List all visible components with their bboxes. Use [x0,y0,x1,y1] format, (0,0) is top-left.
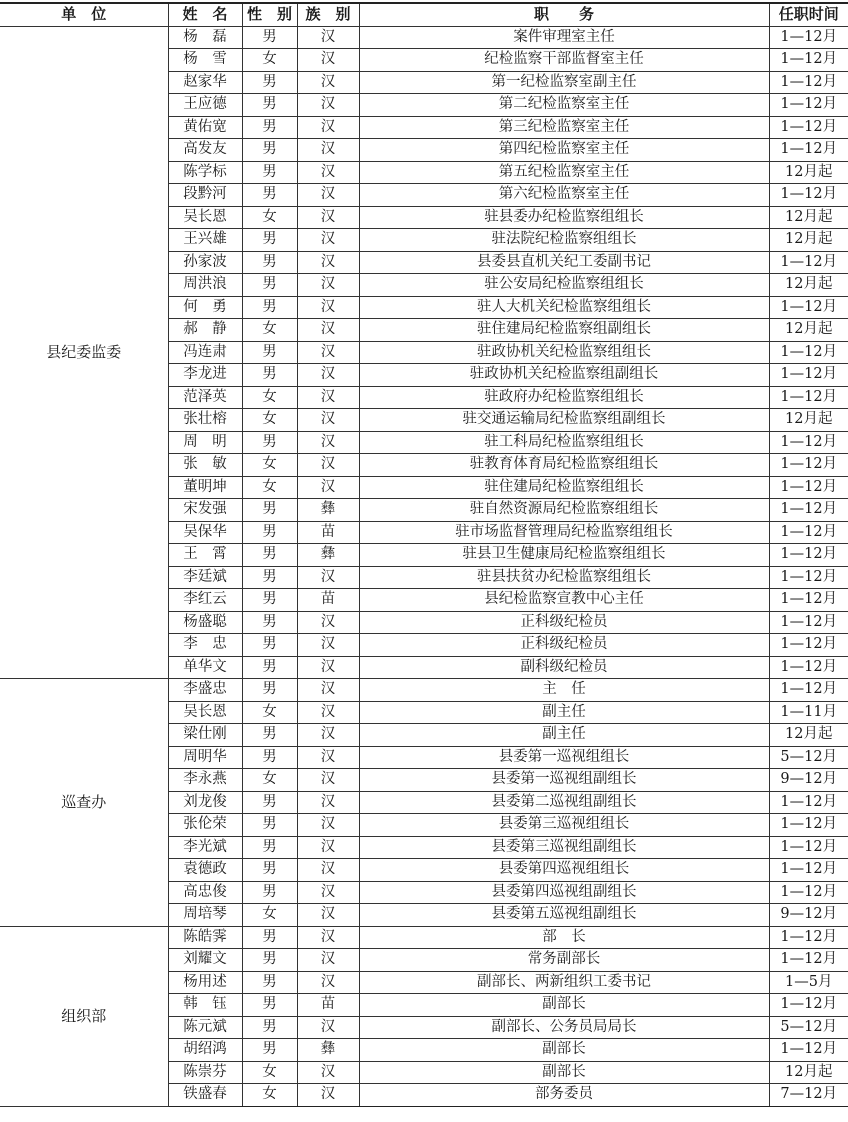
position-cell: 副部长、两新组织工委书记 [359,971,769,994]
person-name-cell: 陈崇芬 [168,1061,242,1084]
person-name-cell: 韩 钰 [168,994,242,1017]
gender-cell: 女 [242,319,297,342]
gender-cell: 男 [242,814,297,837]
gender-cell: 男 [242,611,297,634]
ethnicity-cell: 汉 [297,364,359,387]
position-cell: 驻自然资源局纪检监察组组长 [359,499,769,522]
gender-cell: 男 [242,431,297,454]
position-cell: 驻公安局纪检监察组组长 [359,274,769,297]
term-cell: 1—12月 [769,116,848,139]
ethnicity-cell: 彝 [297,499,359,522]
gender-cell: 女 [242,476,297,499]
term-cell: 1—12月 [769,431,848,454]
ethnicity-cell: 苗 [297,521,359,544]
position-cell: 县委第三巡视组组长 [359,814,769,837]
ethnicity-cell: 汉 [297,814,359,837]
ethnicity-cell: 汉 [297,386,359,409]
term-cell: 1—12月 [769,859,848,882]
gender-cell: 男 [242,139,297,162]
person-name-cell: 刘龙俊 [168,791,242,814]
person-name-cell: 吴长恩 [168,701,242,724]
gender-cell: 女 [242,904,297,927]
position-cell: 驻交通运输局纪检监察组副组长 [359,409,769,432]
term-cell: 9—12月 [769,904,848,927]
term-cell: 12月起 [769,161,848,184]
gender-cell: 男 [242,859,297,882]
gender-cell: 女 [242,454,297,477]
position-cell: 驻法院纪检监察组组长 [359,229,769,252]
person-name-cell: 张伦荣 [168,814,242,837]
ethnicity-cell: 汉 [297,49,359,72]
position-cell: 驻政府办纪检监察组组长 [359,386,769,409]
term-cell: 1—12月 [769,1039,848,1062]
gender-cell: 男 [242,274,297,297]
position-cell: 驻教育体育局纪检监察组组长 [359,454,769,477]
person-name-cell: 陈学标 [168,161,242,184]
ethnicity-cell: 汉 [297,746,359,769]
term-cell: 1—12月 [769,184,848,207]
person-name-cell: 黄佑宽 [168,116,242,139]
position-cell: 县委第四巡视组副组长 [359,881,769,904]
ethnicity-cell: 汉 [297,454,359,477]
person-name-cell: 王应德 [168,94,242,117]
person-name-cell: 铁盛春 [168,1084,242,1107]
person-name-cell: 张 敏 [168,454,242,477]
ethnicity-cell: 汉 [297,139,359,162]
gender-cell: 男 [242,544,297,567]
term-cell: 1—12月 [769,386,848,409]
header-term: 任职时间 [769,3,848,26]
person-name-cell: 李红云 [168,589,242,612]
person-name-cell: 赵家华 [168,71,242,94]
ethnicity-cell: 汉 [297,161,359,184]
table-body [0,26,848,1106]
gender-cell: 男 [242,341,297,364]
person-name-cell: 王兴雄 [168,229,242,252]
person-name-cell: 冯连肃 [168,341,242,364]
person-name-cell: 陈元斌 [168,1016,242,1039]
ethnicity-cell: 汉 [297,296,359,319]
person-name-cell: 李永燕 [168,769,242,792]
gender-cell: 男 [242,949,297,972]
table-row [0,679,848,702]
position-cell: 第五纪检监察室主任 [359,161,769,184]
ethnicity-cell: 汉 [297,701,359,724]
person-name-cell: 杨用述 [168,971,242,994]
position-cell: 驻县卫生健康局纪检监察组组长 [359,544,769,567]
term-cell: 5—12月 [769,746,848,769]
unit-cell: 组织部 [0,926,168,1106]
term-cell: 1—12月 [769,476,848,499]
gender-cell: 男 [242,364,297,387]
ethnicity-cell: 汉 [297,611,359,634]
position-cell: 驻政协机关纪检监察组组长 [359,341,769,364]
gender-cell: 男 [242,499,297,522]
term-cell: 7—12月 [769,1084,848,1107]
term-cell: 1—12月 [769,611,848,634]
gender-cell: 男 [242,229,297,252]
header-gender: 性 别 [242,3,297,26]
gender-cell: 男 [242,881,297,904]
term-cell: 12月起 [769,724,848,747]
ethnicity-cell: 汉 [297,724,359,747]
gender-cell: 女 [242,386,297,409]
gender-cell: 男 [242,566,297,589]
ethnicity-cell: 彝 [297,1039,359,1062]
header-position: 职 务 [359,3,769,26]
ethnicity-cell: 汉 [297,341,359,364]
position-cell: 驻人大机关纪检监察组组长 [359,296,769,319]
ethnicity-cell: 汉 [297,656,359,679]
gender-cell: 男 [242,26,297,49]
term-cell: 1—12月 [769,566,848,589]
gender-cell: 男 [242,926,297,949]
table-row [0,926,848,949]
person-name-cell: 张壮榕 [168,409,242,432]
person-name-cell: 梁仕刚 [168,724,242,747]
position-cell: 副部长 [359,994,769,1017]
term-cell: 1—12月 [769,634,848,657]
ethnicity-cell: 汉 [297,904,359,927]
gender-cell: 男 [242,656,297,679]
gender-cell: 男 [242,724,297,747]
person-name-cell: 胡绍鸿 [168,1039,242,1062]
ethnicity-cell: 汉 [297,1016,359,1039]
ethnicity-cell: 汉 [297,206,359,229]
term-cell: 1—5月 [769,971,848,994]
person-name-cell: 范泽英 [168,386,242,409]
gender-cell: 女 [242,409,297,432]
gender-cell: 男 [242,634,297,657]
term-cell: 1—12月 [769,679,848,702]
term-cell: 1—12月 [769,94,848,117]
unit-cell: 巡查办 [0,679,168,927]
ethnicity-cell: 汉 [297,184,359,207]
position-cell: 县委第四巡视组组长 [359,859,769,882]
position-cell: 驻工科局纪检监察组组长 [359,431,769,454]
term-cell: 9—12月 [769,769,848,792]
person-name-cell: 宋发强 [168,499,242,522]
position-cell: 驻县委办纪检监察组组长 [359,206,769,229]
ethnicity-cell: 汉 [297,409,359,432]
position-cell: 正科级纪检员 [359,634,769,657]
term-cell: 5—12月 [769,1016,848,1039]
ethnicity-cell: 汉 [297,859,359,882]
position-cell: 驻政协机关纪检监察组副组长 [359,364,769,387]
term-cell: 1—12月 [769,656,848,679]
person-name-cell: 李盛忠 [168,679,242,702]
person-name-cell: 刘耀文 [168,949,242,972]
ethnicity-cell: 汉 [297,971,359,994]
position-cell: 副主任 [359,724,769,747]
position-cell: 主 任 [359,679,769,702]
term-cell: 12月起 [769,206,848,229]
ethnicity-cell: 苗 [297,589,359,612]
term-cell: 1—12月 [769,251,848,274]
ethnicity-cell: 汉 [297,319,359,342]
position-cell: 驻市场监督管理局纪检监察组组长 [359,521,769,544]
person-name-cell: 董明坤 [168,476,242,499]
gender-cell: 男 [242,589,297,612]
gender-cell: 男 [242,971,297,994]
term-cell: 1—12月 [769,296,848,319]
person-name-cell: 周培琴 [168,904,242,927]
position-cell: 副主任 [359,701,769,724]
position-cell: 第一纪检监察室副主任 [359,71,769,94]
gender-cell: 男 [242,71,297,94]
gender-cell: 男 [242,791,297,814]
ethnicity-cell: 汉 [297,634,359,657]
position-cell: 第二纪检监察室主任 [359,94,769,117]
position-cell: 县纪检监察宣教中心主任 [359,589,769,612]
position-cell: 副科级纪检员 [359,656,769,679]
position-cell: 第四纪检监察室主任 [359,139,769,162]
person-name-cell: 吴长恩 [168,206,242,229]
person-name-cell: 孙家波 [168,251,242,274]
ethnicity-cell: 汉 [297,949,359,972]
position-cell: 县委第一巡视组副组长 [359,769,769,792]
ethnicity-cell: 汉 [297,679,359,702]
gender-cell: 女 [242,701,297,724]
gender-cell: 女 [242,1084,297,1107]
ethnicity-cell: 苗 [297,994,359,1017]
gender-cell: 男 [242,521,297,544]
person-name-cell: 吴保华 [168,521,242,544]
position-cell: 副部长、公务员局局长 [359,1016,769,1039]
position-cell: 县委第二巡视组副组长 [359,791,769,814]
position-cell: 副部长 [359,1061,769,1084]
term-cell: 1—12月 [769,544,848,567]
person-name-cell: 李光斌 [168,836,242,859]
term-cell: 1—12月 [769,926,848,949]
gender-cell: 男 [242,746,297,769]
term-cell: 1—12月 [769,499,848,522]
person-name-cell: 李 忠 [168,634,242,657]
term-cell: 12月起 [769,409,848,432]
person-name-cell: 陈皓霁 [168,926,242,949]
person-name-cell: 李龙进 [168,364,242,387]
person-name-cell: 单华文 [168,656,242,679]
ethnicity-cell: 汉 [297,26,359,49]
ethnicity-cell: 汉 [297,791,359,814]
ethnicity-cell: 汉 [297,926,359,949]
ethnicity-cell: 汉 [297,881,359,904]
gender-cell: 男 [242,994,297,1017]
term-cell: 1—12月 [769,139,848,162]
person-name-cell: 杨 磊 [168,26,242,49]
gender-cell: 女 [242,206,297,229]
term-cell: 1—12月 [769,364,848,387]
term-cell: 1—12月 [769,836,848,859]
person-name-cell: 王 霄 [168,544,242,567]
ethnicity-cell: 汉 [297,769,359,792]
position-cell: 部务委员 [359,1084,769,1107]
position-cell: 正科级纪检员 [359,611,769,634]
term-cell: 1—12月 [769,26,848,49]
person-name-cell: 高发友 [168,139,242,162]
person-name-cell: 何 勇 [168,296,242,319]
position-cell: 第三纪检监察室主任 [359,116,769,139]
ethnicity-cell: 汉 [297,1061,359,1084]
ethnicity-cell: 汉 [297,94,359,117]
header-name: 姓 名 [168,3,242,26]
term-cell: 1—12月 [769,71,848,94]
gender-cell: 男 [242,161,297,184]
term-cell: 1—12月 [769,949,848,972]
position-cell: 案件审理室主任 [359,26,769,49]
position-cell: 县委第一巡视组组长 [359,746,769,769]
position-cell: 县委第三巡视组副组长 [359,836,769,859]
term-cell: 12月起 [769,229,848,252]
table-header-row [0,3,848,26]
term-cell: 1—12月 [769,814,848,837]
gender-cell: 男 [242,94,297,117]
person-name-cell: 周明华 [168,746,242,769]
position-cell: 驻县扶贫办纪检监察组组长 [359,566,769,589]
ethnicity-cell: 汉 [297,274,359,297]
term-cell: 12月起 [769,319,848,342]
person-name-cell: 杨盛聪 [168,611,242,634]
personnel-table [0,2,848,1107]
ethnicity-cell: 汉 [297,251,359,274]
person-name-cell: 高忠俊 [168,881,242,904]
gender-cell: 女 [242,49,297,72]
ethnicity-cell: 汉 [297,71,359,94]
position-cell: 常务副部长 [359,949,769,972]
person-name-cell: 杨 雪 [168,49,242,72]
gender-cell: 男 [242,679,297,702]
person-name-cell: 段黔河 [168,184,242,207]
ethnicity-cell: 汉 [297,431,359,454]
ethnicity-cell: 汉 [297,566,359,589]
term-cell: 1—12月 [769,341,848,364]
ethnicity-cell: 汉 [297,229,359,252]
term-cell: 1—11月 [769,701,848,724]
ethnicity-cell: 汉 [297,836,359,859]
gender-cell: 女 [242,769,297,792]
position-cell: 驻住建局纪检监察组副组长 [359,319,769,342]
ethnicity-cell: 汉 [297,476,359,499]
position-cell: 县委第五巡视组副组长 [359,904,769,927]
gender-cell: 男 [242,251,297,274]
unit-cell: 县纪委监委 [0,26,168,679]
position-cell: 副部长 [359,1039,769,1062]
header-unit: 单 位 [0,3,168,26]
term-cell: 12月起 [769,1061,848,1084]
term-cell: 1—12月 [769,994,848,1017]
term-cell: 12月起 [769,274,848,297]
ethnicity-cell: 彝 [297,544,359,567]
person-name-cell: 周洪浪 [168,274,242,297]
header-ethnicity: 族 别 [297,3,359,26]
person-name-cell: 周 明 [168,431,242,454]
term-cell: 1—12月 [769,881,848,904]
gender-cell: 男 [242,116,297,139]
gender-cell: 男 [242,184,297,207]
gender-cell: 女 [242,1061,297,1084]
person-name-cell: 李廷斌 [168,566,242,589]
term-cell: 1—12月 [769,791,848,814]
term-cell: 1—12月 [769,521,848,544]
person-name-cell: 袁德政 [168,859,242,882]
position-cell: 第六纪检监察室主任 [359,184,769,207]
gender-cell: 男 [242,1016,297,1039]
position-cell: 县委县直机关纪工委副书记 [359,251,769,274]
table-row [0,26,848,49]
gender-cell: 男 [242,1039,297,1062]
term-cell: 1—12月 [769,589,848,612]
gender-cell: 男 [242,296,297,319]
position-cell: 纪检监察干部监督室主任 [359,49,769,72]
gender-cell: 男 [242,836,297,859]
term-cell: 1—12月 [769,454,848,477]
person-name-cell: 郝 静 [168,319,242,342]
position-cell: 驻住建局纪检监察组组长 [359,476,769,499]
ethnicity-cell: 汉 [297,116,359,139]
ethnicity-cell: 汉 [297,1084,359,1107]
term-cell: 1—12月 [769,49,848,72]
position-cell: 部 长 [359,926,769,949]
